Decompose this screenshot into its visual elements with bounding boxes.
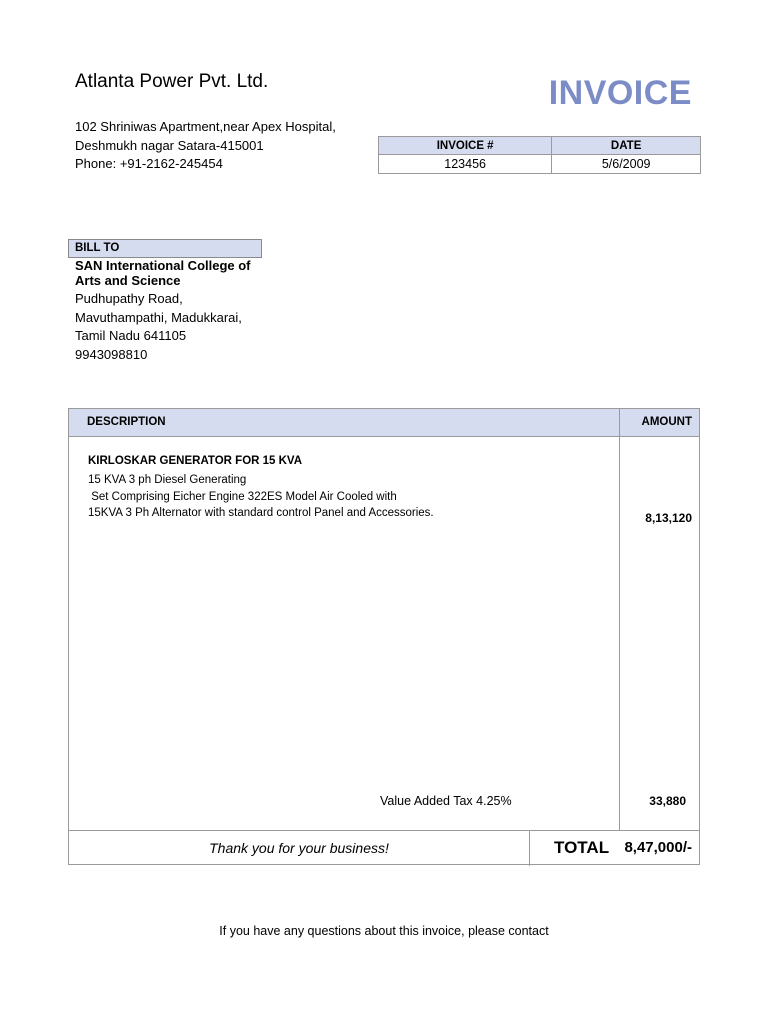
company-phone: Phone: +91-2162-245454 [75,156,223,171]
tax-amount: 33,880 [649,794,686,808]
bill-to-address-line: Pudhupathy Road, [75,291,183,306]
date-value: 5/6/2009 [552,155,701,174]
items-table-header [69,409,699,437]
column-divider [619,409,620,830]
invoice-meta-table [378,136,701,174]
tax-label: Value Added Tax 4.25% [380,794,512,808]
bill-to-address-line: Mavuthampathi, Madukkarai, [75,309,242,325]
amount-header: AMOUNT [641,416,692,428]
item-description-line: 15 KVA 3 ph Diesel Generating [88,474,247,486]
bill-to-address-line: Tamil Nadu 641105 [75,328,187,343]
company-address [75,118,336,174]
bill-to-label: BILL TO [68,239,262,258]
invoice-title: INVOICE [548,74,692,112]
date-header: DATE [552,137,701,155]
item-amount: 8,13,120 [645,511,692,525]
bill-to-phone: 9943098810 [75,346,148,362]
bill-to-address [75,290,275,364]
invoice-number-value: 123456 [379,155,552,174]
item-description [88,472,434,522]
item-title: KIRLOSKAR GENERATOR FOR 15 KVA [88,455,303,467]
footer-note: If you have any questions about this invoice, please contact [219,924,549,938]
total-row-divider [69,830,699,831]
bill-to-name [75,259,275,288]
total-cell-divider [529,830,530,866]
item-description-line: Set Comprising Eicher Engine 322ES Model Air Cooled with [88,490,397,503]
bill-to-name-line: Arts and Science [75,272,181,288]
company-address-line: 102 Shriniwas Apartment,near Apex Hospital, [75,119,336,134]
company-name: Atlanta Power Pvt. Ltd. [75,71,269,92]
bill-to-block [75,259,275,364]
item-description-line: 15KVA 3 Ph Alternator with standard control Panel and Accessories. [88,507,434,519]
invoice-number-header: INVOICE # [379,137,552,155]
description-header: DESCRIPTION [87,416,166,428]
bill-to-name-line: SAN International College of [75,258,251,273]
total-value: 8,47,000/- [624,839,692,856]
items-table [68,408,700,865]
total-label: TOTAL [554,838,610,857]
company-address-line: Deshmukh nagar Satara-415001 [75,137,264,153]
thank-you-note: Thank you for your business! [209,840,389,856]
